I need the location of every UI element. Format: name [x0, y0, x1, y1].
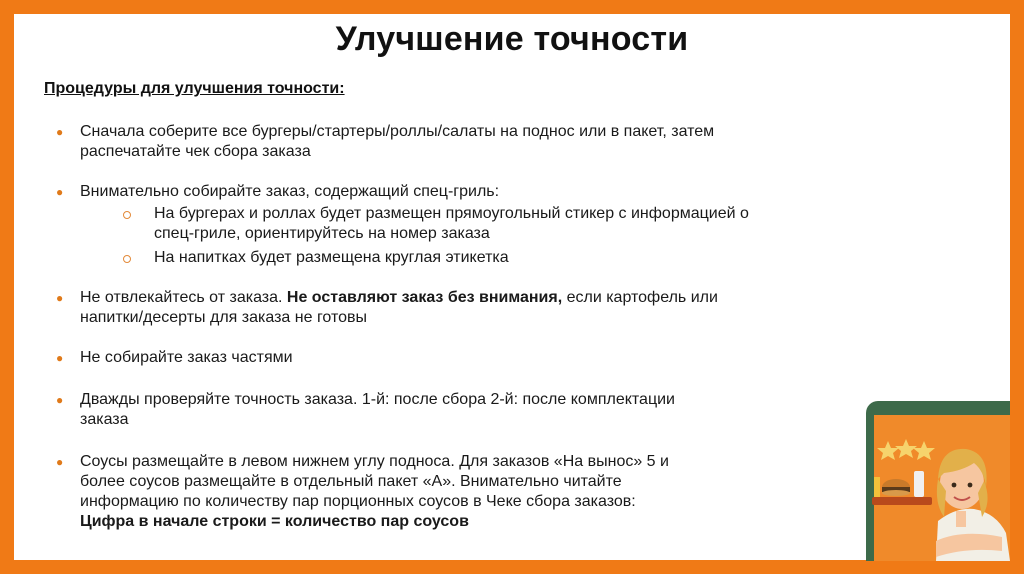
bullet-dot-icon: ● — [56, 351, 64, 365]
bullet-item — [56, 122, 900, 162]
bullet-dot-icon: ● — [56, 291, 64, 305]
bullet-text: заказа — [80, 411, 129, 428]
bullet-list — [56, 118, 900, 532]
bullet-text: Не собирайте заказ частями — [80, 349, 293, 366]
bullet-bold-text: Цифра в начале строки = количество пар соусов — [80, 513, 469, 530]
bullet-text: Внимательно собирайте заказ, содержащий спец-гриль: — [80, 183, 500, 200]
bullet-text: информацию по количеству пар порционных соусов в Чеке сбора заказов: — [80, 493, 636, 510]
bullet-item — [56, 348, 900, 368]
bullet-text: распечатайте чек сбора заказа — [80, 143, 311, 160]
circle-bullet-icon — [123, 255, 131, 263]
bullet-text: Сначала соберите все бургеры/стартеры/роллы/салаты на поднос или в пакет, затем — [80, 123, 715, 140]
bullet-item — [56, 288, 900, 328]
bullet-text: напитки/десерты для заказа не готовы — [80, 309, 368, 326]
sub-bullet-item — [154, 204, 900, 244]
slide-subtitle: Процедуры для улучшения точности: — [44, 80, 345, 97]
bullet-dot-icon: ● — [56, 393, 64, 407]
bullet-item — [56, 452, 900, 532]
bullet-dot-icon: ● — [56, 455, 64, 469]
sub-bullet-text: На бургерах и роллах будет размещен прямоугольный стикер с информацией о — [154, 205, 749, 222]
bullet-text: Не отвлекайтесь от заказа. — [80, 289, 287, 306]
bullet-item — [56, 390, 900, 430]
bullet-text: Соусы размещайте в левом нижнем углу подноса. Для заказов «На вынос» 5 и — [80, 453, 669, 470]
bullet-item — [56, 182, 900, 202]
circle-bullet-icon — [123, 211, 131, 219]
bullet-bold-text: Не оставляют заказ без внимания, — [286, 289, 563, 306]
sub-bullet-item — [154, 248, 900, 268]
bullet-text: более соусов размещайте в отдельный пакет «А». Внимательно читайте — [80, 473, 622, 490]
bullet-dot-icon: ● — [56, 185, 64, 199]
bullet-text: Дважды проверяйте точность заказа. 1-й: после сбора 2-й: после комплектации — [80, 391, 675, 408]
employee-illustration — [866, 401, 1010, 561]
sub-bullet-text: спец-гриле, ориентируйтесь на номер заказа — [154, 225, 490, 242]
sub-bullet-text: На напитках будет размещена круглая этикетка — [154, 249, 509, 266]
bullet-text: если картофель или — [562, 289, 718, 306]
employee-figure-icon — [866, 401, 1010, 561]
bullet-dot-icon: ● — [56, 125, 64, 139]
slide-title: Улучшение точности — [335, 20, 689, 58]
